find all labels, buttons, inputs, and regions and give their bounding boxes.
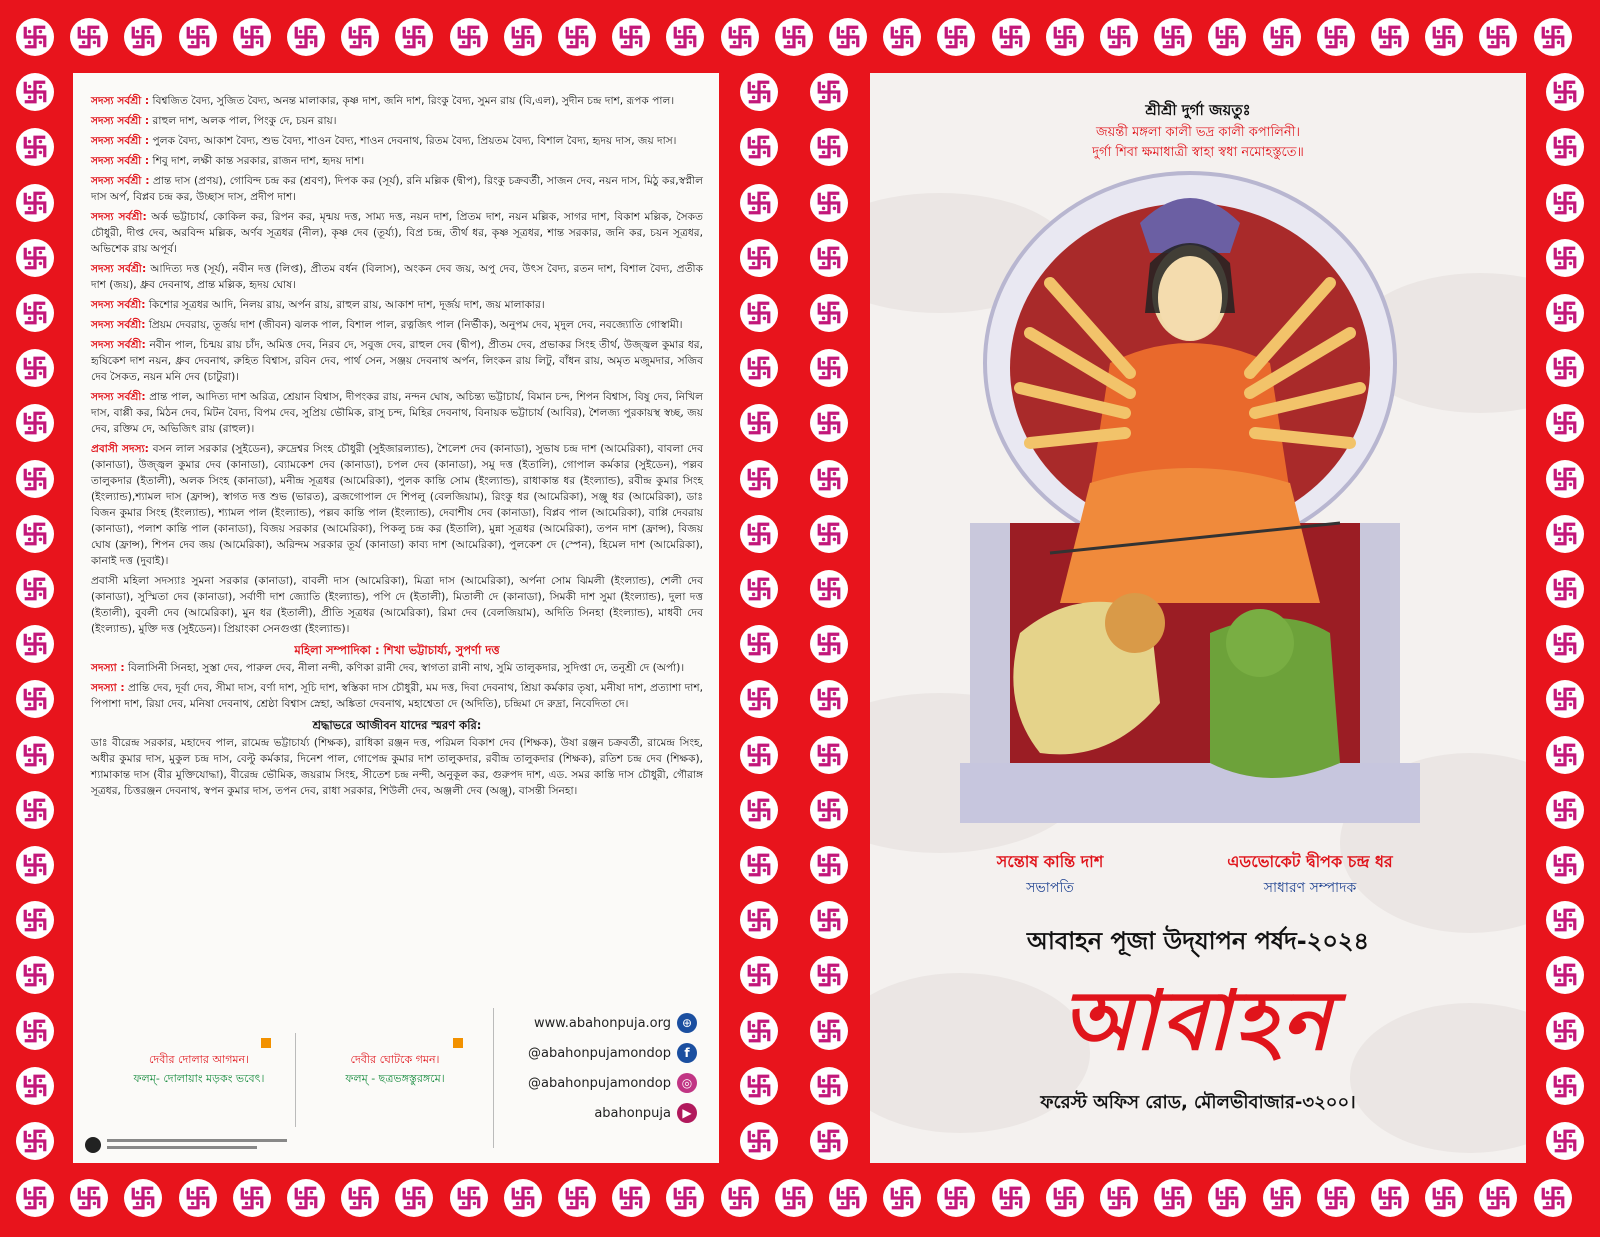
- swastika-icon: [740, 349, 778, 387]
- swastika-icon: [16, 184, 54, 222]
- remembrance-names: ডাঃ বীরেন্দ্র সরকার, মহাদেব পাল, রামেন্দ্র ভট্টাচার্য্য (শিক্ষক), রাধিকা রঞ্জন দত্ত, পরিমল বিকাশ দেব (শিক্ষক), উষা রঞ্জন চক্রবর্তী, রামেন্দ্র সিংহ, অধীর কুমার দাস, মুকুল চন্দ্র দাস, বেল্টু কর্মকার, দিনেশ পাল, গোপেন্দ্র কুমার দাশ তালুকদার, রবীন্দ্র তালুকদার (শিক্ষক), রতিশ চন্দ্র দেব (শিক্ষক), শ্যামাকান্ত দাস (বীর মুক্তিযোদ্ধা), বীরেন্দ্র ভৌমিক, জয়রাম সিংহ, সীতেশ চন্দ্র নন্দী, অনুকূল কর, গুরুপদ দাশ, এড. সমর কান্তি দাস চৌধুরী, গৌরাঙ্গ সূত্রধর, চিত্তরঞ্জন দেবনাথ, স্বপন কুমার দাস, তপন দেব, রাধা সরকার, শিউলী দেব, অঞ্জলী দেব (অঞ্জু), বাসন্তী সিনহা।: [91, 737, 703, 797]
- swastika-icon: [810, 128, 848, 166]
- swastika-icon: [740, 846, 778, 884]
- swastika-icon: [16, 570, 54, 608]
- swastika-icon: [810, 349, 848, 387]
- swastika-icon: [1100, 18, 1138, 56]
- swastika-icon: [740, 184, 778, 222]
- member-names: বিশ্বজিত বৈদ্য, সুজিত বৈদ্য, অনন্ত মালাকার, কৃষ্ণ দাশ, জনি দাশ, রিংকু বৈদ্য, সুমন রায় (বি,এল), সুদীন চন্দ্র দাশ, রূপক পাল।: [149, 95, 675, 107]
- swastika-icon: [1317, 18, 1355, 56]
- arrival-result: ফলম্- দোলায়াং মড়কং ভবেৎ।: [133, 1072, 265, 1085]
- departure-result: ফলম্ - ছত্রভঙ্গস্তুরঙ্গমে।: [345, 1072, 445, 1085]
- swastika-icon: [16, 239, 54, 277]
- swastika-icon: [16, 73, 54, 111]
- remembrance-heading: শ্রদ্ধাভরে আজীবন যাদের স্মরণ করি:: [312, 718, 482, 732]
- swastika-icon: [1534, 1179, 1572, 1217]
- member-list-panel: [73, 73, 719, 1163]
- swastika-icon: [810, 1012, 848, 1050]
- swastika-icon: [1546, 73, 1584, 111]
- swastika-icon: [740, 680, 778, 718]
- swastika-icon: [1546, 404, 1584, 442]
- member-entry: [91, 173, 703, 205]
- member-names: কিশোর সূত্রধর আদি, নিলয় রায়, অর্পন রায়, রাহুল রায়, আকাশ দাশ, দূর্জয় দাশ, জয় মালাকার।: [145, 299, 545, 311]
- swastika-icon: [740, 1122, 778, 1160]
- swastika-icon: [937, 1179, 975, 1217]
- member-names: বিলাসিনী সিনহা, সুস্তা দেব, পারুল দেব, নীলা নন্দী, কণিকা রানী দেব, স্বাগতা রানী নাথ, সুমি তালুকদার, সুদিপ্তা দে, তনুশ্রী দে (অর্পা)।: [124, 662, 685, 674]
- swastika-icon: [992, 18, 1030, 56]
- swastika-icon: [450, 1179, 488, 1217]
- swastika-icon: [1479, 18, 1517, 56]
- swastika-icon: [810, 736, 848, 774]
- swastika-icon: [1546, 349, 1584, 387]
- swastika-icon: [810, 460, 848, 498]
- facebook-text: @abahonpujamondop: [528, 1045, 671, 1061]
- swastika-icon: [810, 515, 848, 553]
- swastika-icon: [612, 18, 650, 56]
- facebook-icon: f: [677, 1043, 697, 1063]
- swastika-icon: [233, 1179, 271, 1217]
- swastika-icon: [179, 1179, 217, 1217]
- member-names: আদিত্য দত্ত (সূর্য), নবীন দত্ত (লিপ্ত), প্রীতম বর্ধন (বিলাস), অংকন দেব জয়, অপু দেব, উৎস বৈদ্য, রতন দাশ, বিশাল বৈদ্য, প্রতীক দাশ (জয়), ধ্রুব দেবনাথ, প্রান্ত মল্লিক, হৃদয় ঘোষ।: [91, 263, 703, 291]
- member-group-label: সদস্যা :: [91, 662, 125, 674]
- divider: [493, 1008, 494, 1148]
- member-entry: [91, 389, 703, 437]
- swastika-icon: [124, 18, 162, 56]
- swastika-icon: [1371, 1179, 1409, 1217]
- swastika-icon: [504, 1179, 542, 1217]
- swastika-icon: [775, 1179, 813, 1217]
- swastika-icon: [558, 1179, 596, 1217]
- member-names: শিবু দাশ, লক্ষী কান্ত সরকার, রাজন দাশ, হৃদয় দাশ।: [149, 155, 365, 167]
- swastika-icon: [1100, 1179, 1138, 1217]
- swastika-icon: [16, 901, 54, 939]
- swastika-icon: [1546, 1012, 1584, 1050]
- member-list: [91, 93, 703, 803]
- member-entry: [91, 680, 703, 712]
- swastika-icon: [740, 1012, 778, 1050]
- website-text: www.abahonpuja.org: [534, 1015, 671, 1031]
- swastika-icon: [740, 1067, 778, 1105]
- swastika-icon: [1546, 515, 1584, 553]
- member-group-label: সদস্য সর্বশ্রী :: [91, 115, 150, 127]
- departure-title: দেবীর ঘোটকে গমন।: [350, 1053, 440, 1066]
- swastika-icon: [558, 18, 596, 56]
- swastika-icon: [16, 791, 54, 829]
- swastika-icon: [740, 239, 778, 277]
- member-names: প্রান্ত পাল, আদিত্য দাশ অরিত্র, শ্রেয়ান বিশ্বাস, দীপংকর রায়, নন্দন ঘোষ, অচিন্ত্য ভট্টাচার্য, বিমান চন্দ, শিপন বিশ্বাস, বিষু দেব, নিখিল দাস, বাপ্পী কর, মিঠন দেব, মিটন বৈদ্য, বিপম দেব, সুপ্রিয় ভৌমিক, রাসু চন্দ, মিহির দেবনাথ, বিনায়ক ভট্টাচার্য (আবির), শৈলজ্য পুরকায়স্থ স্বচ্ছ, জয় দেব, রক্তিম দে, অভিজিৎ রায় (রাহুল)।: [91, 391, 703, 435]
- swastika-icon: [883, 18, 921, 56]
- swastika-icon: [1546, 846, 1584, 884]
- swastika-icon: [16, 294, 54, 332]
- address: ফরেস্ট অফিস রোড, মৌলভীবাজার-৩২০০।: [1040, 1092, 1356, 1113]
- swastika-icon: [70, 1179, 108, 1217]
- member-entry: [91, 93, 703, 109]
- member-entry: [91, 209, 703, 257]
- member-names: প্রিয়ম দেবরায়, তূর্জয় দাশ (জীবন) ঝলক পাল, বিশাল পাল, রত্নজিৎ পাল (নির্ভীক), অনুপম দেব, মৃদুল দেব, নবজ্যোতি গোস্বামী।: [145, 319, 683, 331]
- member-entry: [91, 297, 703, 313]
- swastika-icon: [721, 18, 759, 56]
- swastika-icon: [810, 625, 848, 663]
- swastika-icon: [16, 349, 54, 387]
- swastika-icon: [1208, 18, 1246, 56]
- president-title: সভাপতি: [1026, 880, 1074, 896]
- swastika-icon: [1208, 1179, 1246, 1217]
- swastika-icon: [740, 404, 778, 442]
- swastika-icon: [16, 1179, 54, 1217]
- swastika-icon: [1154, 1179, 1192, 1217]
- secretary-name: এডভোকেট দ্বীপক চন্দ্র ধর: [1227, 852, 1393, 871]
- invocation: শ্রীশ্রী দুর্গা জয়তুঃ: [1145, 101, 1251, 119]
- member-group-label: প্রবাসী সদস্য:: [91, 443, 149, 455]
- secretary-title: সাধারণ সম্পাদক: [1263, 880, 1357, 896]
- swastika-icon: [341, 1179, 379, 1217]
- swastika-icon: [16, 18, 54, 56]
- swastika-icon: [1534, 18, 1572, 56]
- swastika-icon: [450, 18, 488, 56]
- member-group-label: সদস্য সর্বশ্রী:: [91, 211, 147, 223]
- swastika-icon: [992, 1179, 1030, 1217]
- swastika-icon: [810, 846, 848, 884]
- member-names: নবীন পাল, চিন্ময় রায় চাঁদ, অমিত্ত দেব, নিরব দে, সবুজ দেব, রাহুল দেব (দ্বীপ), প্রীতম দেব, প্রভাকর সিংহ তীর্থ, উজ্জ্বল কুমার ধর, হৃষিকেশ দাশ নয়ন, ধ্রুব দেবনাথ, রুহিত বিশ্বাস, রবিন দেব, পার্থ সেন, সঞ্জয় দেবনাথ অর্পন, লিংকন রায় লিটু, বাঁধন রায়, অমৃত মজুমদার, সজিব দেব সৈকত, নয়ন মনি দেব (চাটুরা)।: [91, 339, 703, 383]
- swastika-icon: [810, 570, 848, 608]
- member-names: প্রান্তি দেব, দূর্বা দেব, সীমা দাস, বর্ণা দাশ, সূচি দাশ, স্বস্তিকা দাস চৌধুরী, মম দত্ত, দিবা দেবনাথ, শ্রিয়া কর্মকার তৃষা, মনীষা দাশ, প্রত্যাশা দাশ, পিপাশা দাশ, রিয়া দেব, মনিষা দেবনাথ, শ্রেষ্ঠা বিশ্বাস স্নেহা, অঙ্কিতা দেবনাথ, মহাশ্বেতা দে (অদিতি), চন্দ্রিমা দে রুদ্রা, নিবেদিতা দে।: [91, 682, 703, 710]
- swastika-icon: [233, 18, 271, 56]
- swastika-icon: [740, 460, 778, 498]
- swastika-icon: [721, 1179, 759, 1217]
- swastika-icon: [740, 73, 778, 111]
- swastika-icon: [1546, 680, 1584, 718]
- swastika-icon: [1546, 956, 1584, 994]
- swastika-icon: [810, 956, 848, 994]
- member-names: রাহুল দাশ, অলক পাল, পিংকু দে, চয়ন রায়।: [149, 115, 337, 127]
- member-entry: [91, 261, 703, 293]
- logo-title: আবাহন: [1061, 973, 1335, 1069]
- member-group-label: সদস্য সর্বশ্রী:: [91, 299, 146, 311]
- swastika-icon: [740, 294, 778, 332]
- member-group-label: সদস্য সর্বশ্রী:: [91, 263, 147, 275]
- divider: [295, 1033, 296, 1127]
- swastika-icon: [1546, 239, 1584, 277]
- swastika-icon: [1546, 791, 1584, 829]
- swastika-icon: [1371, 18, 1409, 56]
- swastika-icon: [395, 18, 433, 56]
- member-names: বসন লাল সরকার (সুইডেন), রুদ্রেশ্বর সিংহ চৌধুরী (সুইজারল্যান্ড), শৈলেশ দেব (কানাডা), সুভাষ চন্দ্র দাশ (আমেরিকা), বাবলা দেব (কানাডা), উজ্জ্বল কুমার দেব (কানাডা), ব্যোমকেশ দেব (কানাডা), চপল দেব (কানাডা), সমু দত্ত (ইতালি), গোপাল কর্মকার (সুইডেন), পল্লব তালুকদার (ইতালী), অলক সিংহ (কানাডা), মনীন্দ্র সূত্রধর (আমেরিকা), পুলক কান্তি সোম (ইংল্যান্ড), রাধাকান্ত ধর (ইংল্যান্ড), রবীন্দ্র কুমার সিংহ (ইংল্যান্ড),শ্যামল দাস (ফ্রান্স), স্বাগত দত্ত শুভ (ভারত), ব্রজগোপাল দে শিপলু (বেলজিয়াম), রিংকু ধর (আমেরিকা), সঞ্জু ধর (আমেরিকা), ডাঃ বিজন কুমার সিংহ (ইংল্যান্ড), শ্যামল পাল (ইংল্যান্ড), পল্লব কান্তি পাল (ইংল্যান্ড), দেবাশীষ দেব (কানাডা), বিপ্লব পাল (আমেরিকা), বাপ্পি দেবরায় (কানাডা), পলাশ কান্তি পাল (কানাডা), বিজয় সরকার (আমেরিকা), পিকলু চন্দ্র কর (ইতালি), মুন্না সূত্রধর (আমেরিকা), তপন দাশ (ফ্রান্স), বিজয় ঘোষ (ফ্রান্স), শিপন দেব জয় (আমেরিকা), অরিন্দম সরকার তূর্য (কানাডা) কাব্য দাশ (আমেরিকা), পুলকেশ দে (স্পেন), হিমেল দাশ (আমেরিকা), কানাই দত্ত (দুবাই)।: [91, 443, 703, 567]
- swastika-icon: [740, 570, 778, 608]
- swastika-icon: [937, 18, 975, 56]
- swastika-icon: [287, 18, 325, 56]
- swastika-icon: [16, 515, 54, 553]
- swastika-icon: [16, 1122, 54, 1160]
- arrival-title: দেবীর দোলার আগমন।: [148, 1053, 250, 1066]
- member-group-label: সদস্য সর্বশ্রী:: [91, 391, 146, 403]
- swastika-icon: [740, 128, 778, 166]
- cover-panel: [870, 73, 1526, 1163]
- member-names: প্রবাসী মহিলা সদস্যাঃ সুমনা সরকার (কানাডা), বাবলী দাস (আমেরিকা), মিত্রা দাস (আমেরিকা), অর্পনা সোম ঝিমলী (ইংল্যান্ড), শেলী দেব (কানাডা), সুস্মিতা দেব (কানাডা), সর্বাণী দাশ জ্যোতি (ইংল্যান্ড), পপি দে (ইতালী), মিতালী দে (কানাডা), সিমকী দাশ সুমা (ইংল্যান্ড), দুলা দত্ত (ইতালী), বুবলী দেব (আমেরিকা), মুন ধর (ইতালী), প্রীতি সূত্রধর (আমেরিকা), রিমা দেব (বেলজিয়াম), অদিতি সিনহা (ইংল্যান্ড), মাধবী দেব (ইংল্যান্ড), মুক্তি দত্ত (সুইডেন)। প্রিয়াংকা সেনগুপ্তা (ইংল্যান্ড)।: [91, 575, 703, 635]
- member-entry: [91, 660, 703, 676]
- youtube-text: abahonpuja: [594, 1105, 671, 1121]
- swastika-icon: [1546, 901, 1584, 939]
- member-group-label: সদস্য সর্বশ্রী :: [91, 155, 150, 167]
- swastika-icon: [810, 73, 848, 111]
- globe-icon: ⊕: [677, 1013, 697, 1033]
- president-name: সন্তোষ কান্তি দাশ: [996, 852, 1104, 871]
- swastika-icon: [1546, 184, 1584, 222]
- swastika-icon: [70, 18, 108, 56]
- swastika-icon: [16, 460, 54, 498]
- swastika-icon: [666, 1179, 704, 1217]
- organization-name: আবাহন পূজা উদ্‌যাপন পর্ষদ-২০২৪: [1026, 927, 1370, 955]
- swastika-icon: [1425, 1179, 1463, 1217]
- member-entry: [91, 337, 703, 385]
- swastika-icon: [666, 18, 704, 56]
- instagram-icon: ◎: [677, 1073, 697, 1093]
- swastika-icon: [829, 18, 867, 56]
- swastika-icon: [1546, 1067, 1584, 1105]
- swastika-icon: [1263, 18, 1301, 56]
- swastika-icon: [810, 404, 848, 442]
- instagram-text: @abahonpujamondop: [528, 1075, 671, 1091]
- secretary-block: [1170, 849, 1450, 900]
- mantra-line-2: দুর্গা শিবা ক্ষমাধাত্রী স্বাহা স্বধা নমোহস্তুতে॥: [1092, 145, 1304, 160]
- bullet-icon: [261, 1038, 271, 1048]
- goddess-arrival: [109, 1038, 289, 1089]
- swastika-icon: [1046, 1179, 1084, 1217]
- instagram-link[interactable]: [528, 1073, 697, 1093]
- mantra-line-1: জয়ন্তী মঙ্গলা কালী ভদ্র কালী কপালিনী।: [1095, 125, 1300, 140]
- swastika-icon: [1154, 18, 1192, 56]
- swastika-icon: [1546, 570, 1584, 608]
- member-group-label: সদস্য সর্বশ্রী :: [91, 135, 150, 147]
- swastika-icon: [829, 1179, 867, 1217]
- swastika-icon: [504, 18, 542, 56]
- swastika-icon: [287, 1179, 325, 1217]
- member-group-label: সদস্য সর্বশ্রী:: [91, 339, 146, 351]
- swastika-icon: [810, 1067, 848, 1105]
- swastika-icon: [810, 239, 848, 277]
- swastika-icon: [883, 1179, 921, 1217]
- swastika-icon: [16, 956, 54, 994]
- member-group-label: সদস্য সর্বশ্রী :: [91, 95, 150, 107]
- swastika-icon: [16, 404, 54, 442]
- swastika-icon: [740, 625, 778, 663]
- member-entry: [91, 317, 703, 333]
- member-names: অর্ক ভট্টাচার্য, কোকিল কর, রিপন কর, মৃন্ময় দত্ত, সাম্য দত্ত, নয়ন দাশ, প্রিতম দাশ, নয়ন মল্লিক, সাগর দাশ, বিকাশ মল্লিক, সৈকত চৌধুরী, দীপ্ত দেব, অরবিন্দ মল্লিক, অর্ণব সূত্রধর (নীল), কৃষ্ণ দেব (তূর্য্য), বিপ্র চন্দ্র, তীর্থ ধর, কৃষ্ণ সূত্রধর, শান্ত সরকার, জনি কর, চয়ন সূত্রধর, অভিশেক রায় অপূর্ব।: [91, 211, 704, 255]
- swastika-icon: [16, 128, 54, 166]
- swastika-icon: [1263, 1179, 1301, 1217]
- member-group-label: সদস্য সর্বশ্রী:: [91, 319, 146, 331]
- printer-credit-line: [107, 1139, 287, 1142]
- swastika-icon: [810, 1122, 848, 1160]
- swastika-icon: [810, 791, 848, 829]
- facebook-link[interactable]: [528, 1043, 697, 1063]
- swastika-icon: [612, 1179, 650, 1217]
- youtube-icon: ▶: [677, 1103, 697, 1123]
- swastika-icon: [810, 184, 848, 222]
- swastika-icon: [1317, 1179, 1355, 1217]
- swastika-icon: [16, 680, 54, 718]
- swastika-icon: [810, 680, 848, 718]
- bullet-icon: [453, 1038, 463, 1048]
- swastika-icon: [16, 625, 54, 663]
- member-entry: [91, 113, 703, 129]
- member-group-label: সদস্যা :: [91, 682, 125, 694]
- swastika-icon: [810, 294, 848, 332]
- member-entry: [91, 153, 703, 169]
- swastika-icon: [1046, 18, 1084, 56]
- member-group-label: সদস্য সর্বশ্রী :: [91, 175, 150, 187]
- swastika-icon: [740, 956, 778, 994]
- swastika-icon: [1546, 736, 1584, 774]
- swastika-icon: [740, 901, 778, 939]
- women-editor-heading: মহিলা সম্পাদিকা : শিখা ভট্টাচার্য্য, সুপর্ণা দত্ত: [294, 643, 500, 657]
- swastika-icon: [1479, 1179, 1517, 1217]
- member-entry: [91, 441, 703, 569]
- president-block: [950, 849, 1150, 900]
- printer-credit-line: [107, 1146, 257, 1149]
- swastika-icon: [179, 18, 217, 56]
- swastika-icon: [16, 846, 54, 884]
- swastika-icon: [1546, 128, 1584, 166]
- member-entry: [91, 133, 703, 149]
- swastika-icon: [16, 1067, 54, 1105]
- swastika-icon: [124, 1179, 162, 1217]
- swastika-icon: [1546, 1122, 1584, 1160]
- swastika-icon: [740, 791, 778, 829]
- swastika-icon: [395, 1179, 433, 1217]
- swastika-icon: [1546, 460, 1584, 498]
- swastika-icon: [1425, 18, 1463, 56]
- youtube-link[interactable]: [594, 1103, 697, 1123]
- swastika-icon: [740, 515, 778, 553]
- swastika-icon: [810, 901, 848, 939]
- swastika-icon: [16, 736, 54, 774]
- swastika-icon: [1546, 625, 1584, 663]
- swastika-icon: [341, 18, 379, 56]
- printer-logo: [85, 1137, 101, 1153]
- swastika-icon: [1546, 294, 1584, 332]
- swastika-icon: [16, 1012, 54, 1050]
- member-names: প্রান্ত দাস (প্রণয়), গোবিন্দ চন্দ্র কর (শ্রবণ), দিপক কর (সূর্য), রনি মল্লিক (দ্বীপ), রিংকু চক্রবর্তী, সাজন দেব, নয়ন দাস, মিঠু কর,স্বপ্নীল দাস অর্প, বিপ্লব চন্দ্র কর, উচ্ছাস দাস, প্রদীপ দাশ।: [91, 175, 703, 203]
- swastika-icon: [740, 736, 778, 774]
- goddess-departure: [305, 1038, 485, 1089]
- website-link[interactable]: [534, 1013, 697, 1033]
- swastika-icon: [775, 18, 813, 56]
- member-names: পুলক বৈদ্য, আকাশ বৈদ্য, শুভ বৈদ্য, শাওন বৈদ্য, শাওন দেবনাথ, রিতম বৈদ্য, প্রিয়তম বৈদ্য, বিশাল বৈদ্য, হৃদয় দাস, জয় দাস।: [149, 135, 677, 147]
- member-entry: [91, 573, 703, 637]
- durga-idol-image: [960, 163, 1420, 833]
